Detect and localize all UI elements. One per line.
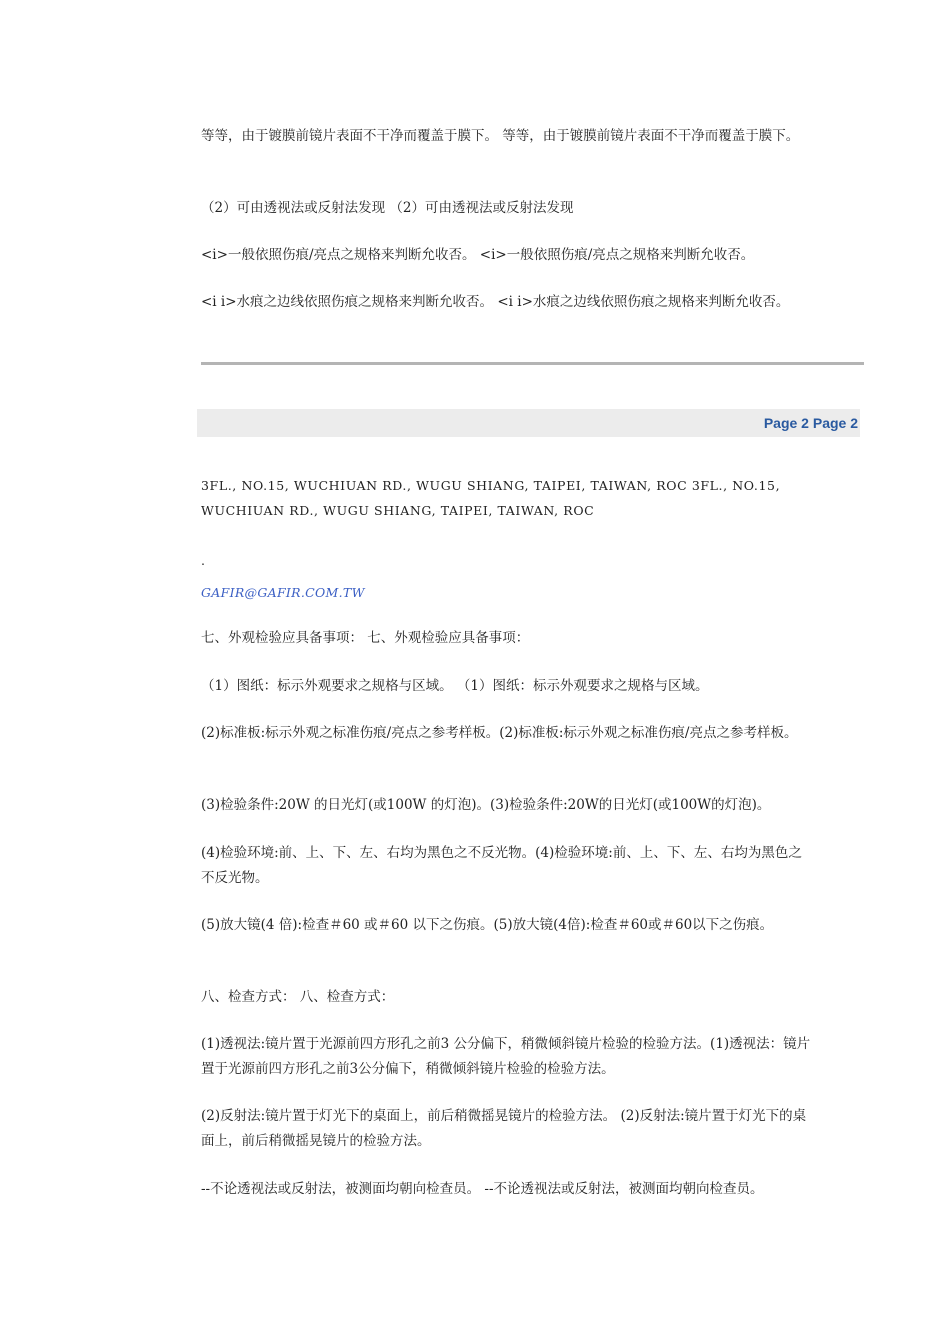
section8-item-reflection-method: (2)反射法:镜片置于灯光下的桌面上，前后稍微摇晃镜片的检验方法。 (2)反射法:镜片置于灯光下的桌面上，前后稍微摇晃镜片的检验方法。: [201, 1108, 807, 1149]
paragraph-detection-method: （2）可由透视法或反射法发现 （2）可由透视法或反射法发现: [201, 200, 574, 216]
page-header-bar: [197, 409, 860, 437]
page-number-label: Page 2 Page 2: [763, 415, 858, 431]
email-link[interactable]: GAFIR@GAFIR.COM.TW: [201, 585, 365, 600]
section7-item-drawing: （1）图纸：标示外观要求之规格与区域。 （1）图纸：标示外观要求之规格与区域。: [201, 678, 709, 694]
section8-item-transmission-method: (1)透视法:镜片置于光源前四方形孔之前3 公分偏下，稍微倾斜镜片检验的检验方法。(1)透视法：镜片置于光源前四方形孔之前3公分偏下，稍微倾斜镜片检验的检验方法。: [201, 1036, 811, 1077]
paragraph-film-coating-note: 等等，由于镀膜前镜片表面不干净而覆盖于膜下。 等等，由于镀膜前镜片表面不干净而覆盖于膜下。: [201, 128, 800, 144]
address-dot: .: [201, 552, 206, 568]
section7-item-magnifier: (5)放大镜(4 倍):检查＃60 或＃60 以下之伤痕。(5)放大镜(4倍):检查＃60或＃60以下之伤痕。: [201, 917, 774, 933]
paragraph-scratch-criteria: <i>一般依照伤痕/亮点之规格来判断允收否。 <i>一般依照伤痕/亮点之规格来判断允收否。: [201, 247, 755, 263]
page-divider: [201, 362, 864, 365]
section7-item-inspection-environment: (4)检验环境:前、上、下、左、右均为黑色之不反光物。(4)检验环境:前、上、下、左、右均为黑色之不反光物。: [201, 845, 802, 886]
section7-item-inspection-condition: (3)检验条件:20W 的日光灯(或100W 的灯泡)。(3)检验条件:20W的日光灯(或100W的灯泡)。: [201, 797, 771, 813]
paragraph-water-mark-criteria: <i i>水痕之边线依照伤痕之规格来判断允收否。 <i i>水痕之边线依照伤痕之规格来判断允收否。: [201, 294, 790, 310]
section7-item-standard-board: (2)标准板:标示外观之标准伤痕/亮点之参考样板。(2)标准板:标示外观之标准伤痕/亮点之参考样板。: [201, 725, 798, 741]
section7-heading: 七、外观检验应具备事项： 七、外观检验应具备事项：: [201, 630, 530, 646]
section8-heading: 八、检查方式： 八、检查方式：: [201, 989, 395, 1005]
company-address: 3FL., NO.15, WUCHIUAN RD., WUGU SHIANG, TAIPEI, TAIWAN, ROC 3FL., NO.15, WUCHIUAN RD., WUGU SHIANG, TAIPEI, TAIWAN, ROC: [201, 477, 781, 518]
section8-item-orientation-note: --不论透视法或反射法，被测面均朝向检查员。 --不论透视法或反射法，被测面均朝向检查员。: [201, 1181, 764, 1197]
